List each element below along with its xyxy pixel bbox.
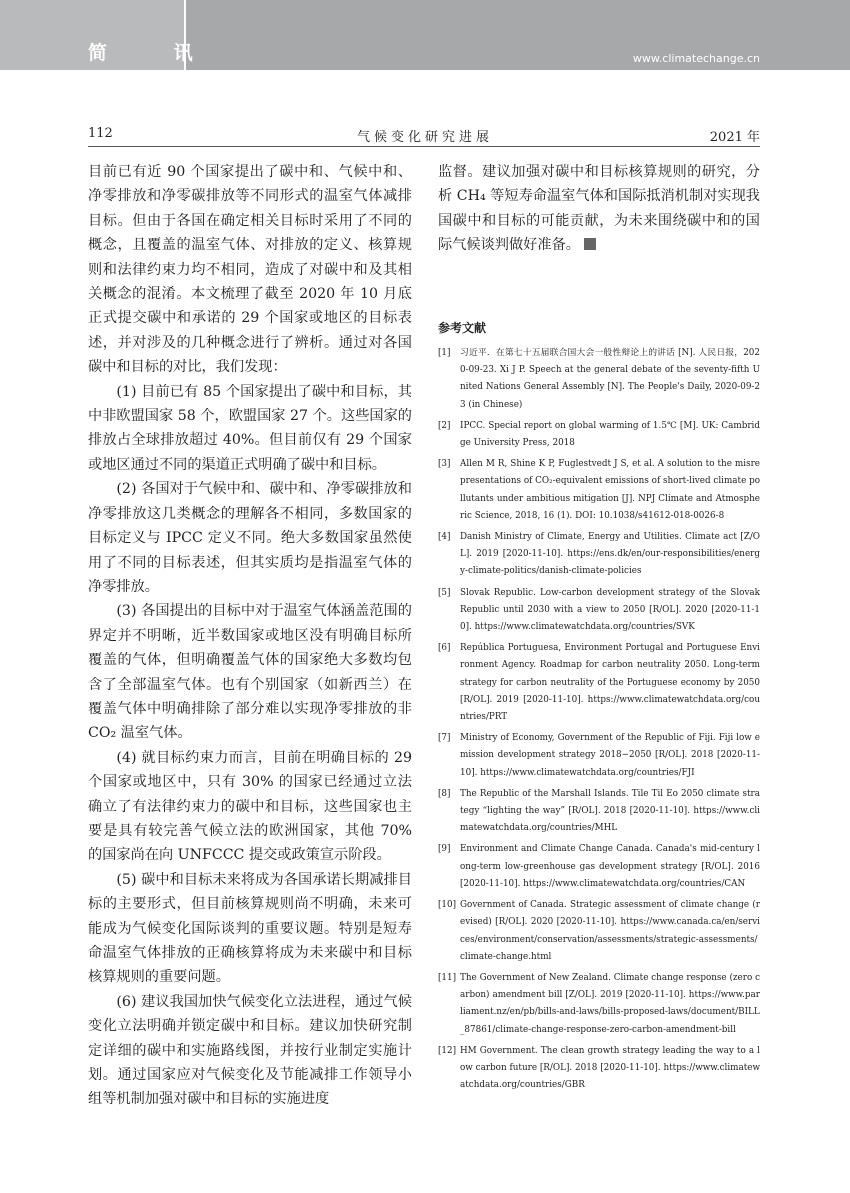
- reference-number: [8]: [438, 788, 451, 799]
- reference-number: [5]: [438, 587, 451, 598]
- reference-text: Environment and Climate Change Canada. Canada's mid-century long-term low-greenhouse gas development strategy [R/OL]. 2016 [2020-11-10]. https://www.climatewatchdata.org/countries/CAN: [460, 844, 760, 889]
- reference-number: [7]: [438, 733, 451, 744]
- reference-item: [438, 529, 760, 581]
- header-rule: [88, 146, 760, 147]
- reference-list: [438, 345, 760, 1098]
- reference-item: [438, 841, 760, 893]
- reference-item: [438, 786, 760, 838]
- body-paragraph: (2) 各国对于气候中和、碳中和、净零碳排放和净零排放这几类概念的理解各不相同，多数国家的目标定义与 IPCC 定义不同。绝大多数国家虽然使用了不同的目标表述，但其实质均是指温室气体的净零排放。: [88, 481, 412, 595]
- reference-text: IPCC. Special report on global warming of 1.5℃ [M]. UK: Cambridge University Press, 2018: [460, 420, 760, 449]
- reference-item: [438, 970, 760, 1039]
- reference-number: [9]: [438, 844, 451, 855]
- body-paragraph: (6) 建议我国加快气候变化立法进程，通过气候变化立法明确并锁定碳中和目标。建议加快研究制定详细的碳中和实施路线图，并按行业制定实施计划。通过国家应对气候变化及节能减排工作领导小组等机制加强对碳中和目标的实施进度: [88, 993, 412, 1108]
- reference-text: HM Government. The clean growth strategy leading the way to a low carbon future [R/OL]. 2018 [2020-11-10]. https://www.climatewatchdata.org/countries/GBR: [460, 1045, 760, 1091]
- body-paragraph: (4) 就目标约束力而言，目前在明确目标的 29 个国家或地区中，只有 30% 的国家已经通过立法确立了有法律约束力的碳中和目标，这些国家也主要是具有较完善气候立法的欧洲国家，其他 70% 的国家尚在向 UNFCCC 提交或政策宣示阶段。: [88, 749, 412, 864]
- reference-number: [3]: [438, 459, 451, 470]
- right-column-text: 监督。建议加强对碳中和目标核算规则的研究，分析 CH₄ 等短寿命温室气体和国际抵消机制对实现我国碳中和目标的可能贡献，为未来围绕碳中和的国际气候谈判做好准备。: [438, 164, 760, 254]
- reference-item: [438, 345, 760, 414]
- section-banner: [0, 0, 850, 70]
- reference-text: Ministry of Economy, Government of the Republic of Fiji. Fiji low emission development strategy 2018−2050 [R/OL]. 2018 [2020-11-10]. https://www.climatewatchdata.org/countries/FJI: [460, 733, 760, 778]
- body-paragraph: 目前已有近 90 个国家提出了碳中和、气候中和、净零排放和净零碳排放等不同形式的温室气体减排目标。但由于各国在确定相关目标时采用了不同的概念，且覆盖的温室气体、对排放的定义、核算规则和法律约束力均不相同，造成了对碳中和及其相关概念的混淆。本文梳理了截至 2020 年 10 月底正式提交碳中和承诺的 29 个国家或地区的目标表述，并对涉及的几种概念进行了辨析。通过对各国碳中和目标的对比，我们发现：: [88, 164, 412, 376]
- body-paragraph: (3) 各国提出的目标中对于温室气体涵盖范围的界定并不明晰，近半数国家或地区没有明确目标所覆盖的气体，但明确覆盖气体的国家绝大多数均包含了全部温室气体。也有个别国家（如新西兰）在覆盖气体中明确排除了部分难以实现净零排放的非 CO₂ 温室气体。: [88, 603, 412, 742]
- reference-number: [2]: [438, 420, 451, 431]
- journal-name: 气候变化研究进展: [356, 130, 493, 145]
- reference-item: [438, 585, 760, 637]
- reference-number: [6]: [438, 643, 451, 654]
- reference-number: [10]: [438, 900, 457, 911]
- reference-number: [4]: [438, 532, 451, 543]
- reference-item: [438, 897, 760, 966]
- reference-number: [12]: [438, 1045, 457, 1056]
- body-paragraph: (1) 目前已有 85 个国家提出了碳中和目标，其中非欧盟国家 58 个，欧盟国家 27 个。这些国家的排放占全球排放超过 40%。但目前仅有 29 个国家或地区通过不同的渠道正式明确了碳中和目标。: [88, 383, 412, 473]
- reference-text: República Portuguesa, Environment Portugal and Portuguese Environment Agency. Roadmap for carbon neutrality 2050. Long-term strategy for carbon neutrality of the Portuguese economy by 2050 [R/OL]. 2019 [2020-11-10]. https://www.climatewatchdata.org/countries/PRT: [460, 643, 760, 723]
- reference-item: [438, 418, 760, 452]
- reference-text: Allen M R, Shine K P, Fuglestvedt J S, et al. A solution to the misrepresentations of CO₂-equivalent emissions of short-lived climate pollutants under ambitious mitigation [J]. NPJ Climate and Atmospheric Science, 2018, 16 (1). DOI: 10.1038/s41612-018-0026-8: [460, 459, 761, 521]
- reference-item: [438, 640, 760, 726]
- reference-item: [438, 730, 760, 782]
- reference-item: [438, 456, 760, 525]
- page-number: 112: [88, 126, 113, 141]
- reference-number: [11]: [438, 972, 457, 983]
- reference-text: Slovak Republic. Low-carbon development strategy of the Slovak Republic until 2030 with a view to 2050 [R/OL]. 2020 [2020-11-10]. https://www.climatewatchdata.org/countries/SVK: [460, 587, 760, 633]
- reference-text: The Government of New Zealand. Climate change response (zero carbon) amendment bill [Z/OL]. 2019 [2020-11-10]. https://www.parliament.nz/en/pb/bills-and-laws/bills-proposed-laws/document/BILL_87861/climate-change-response-zero-carbon-amendment-bill: [460, 972, 760, 1035]
- end-of-article-mark: [584, 238, 596, 250]
- right-column-paragraph: [438, 160, 760, 258]
- reference-item: [438, 1043, 760, 1095]
- body-paragraph: (5) 碳中和目标未来将成为各国承诺长期减排目标的主要形式，但目前核算规则尚不明确，未来可能成为气候变化国际谈判的重要议题。特别是短寿命温室气体排放的正确核算将成为未来碳中和目标核算规则的重要问题。: [88, 871, 412, 986]
- right-column: [438, 160, 760, 258]
- site-url[interactable]: www.climatechange.cn: [632, 52, 760, 65]
- reference-number: [1]: [438, 348, 451, 358]
- reference-text: 习近平．在第七十五届联合国大会一般性辩论上的讲话 [N]. 人民日报，2020-09-23. Xi J P. Speech at the general debate of the seventy-fifth United Nations General Assembly [N]. The People's Daily, 2020-09-23 (in Chinese): [460, 348, 760, 410]
- reference-text: Danish Ministry of Climate, Energy and Utilities. Climate act [Z/OL]. 2019 [2020-11-10]. https://ens.dk/en/our-responsibilities/energy-climate-politics/danish-climate-policies: [460, 532, 760, 577]
- references-title: 参考文献: [438, 321, 487, 335]
- issue-year: 2021 年: [709, 130, 760, 145]
- section-label: 简 讯: [88, 42, 223, 64]
- reference-text: Government of Canada. Strategic assessment of climate change (revised) [R/OL]. 2020 [2020-11-10]. https://www.canada.ca/en/services/environment/conservation/assessments/strategic-assessments/climate-change.html: [460, 900, 760, 962]
- reference-text: The Republic of the Marshall Islands. Tile Til Eo 2050 climate strategy “lighting the way” [R/OL]. 2018 [2020-11-10]. https://www.climatewatchdata.org/countries/MHL: [460, 788, 760, 834]
- left-column: [88, 160, 412, 1112]
